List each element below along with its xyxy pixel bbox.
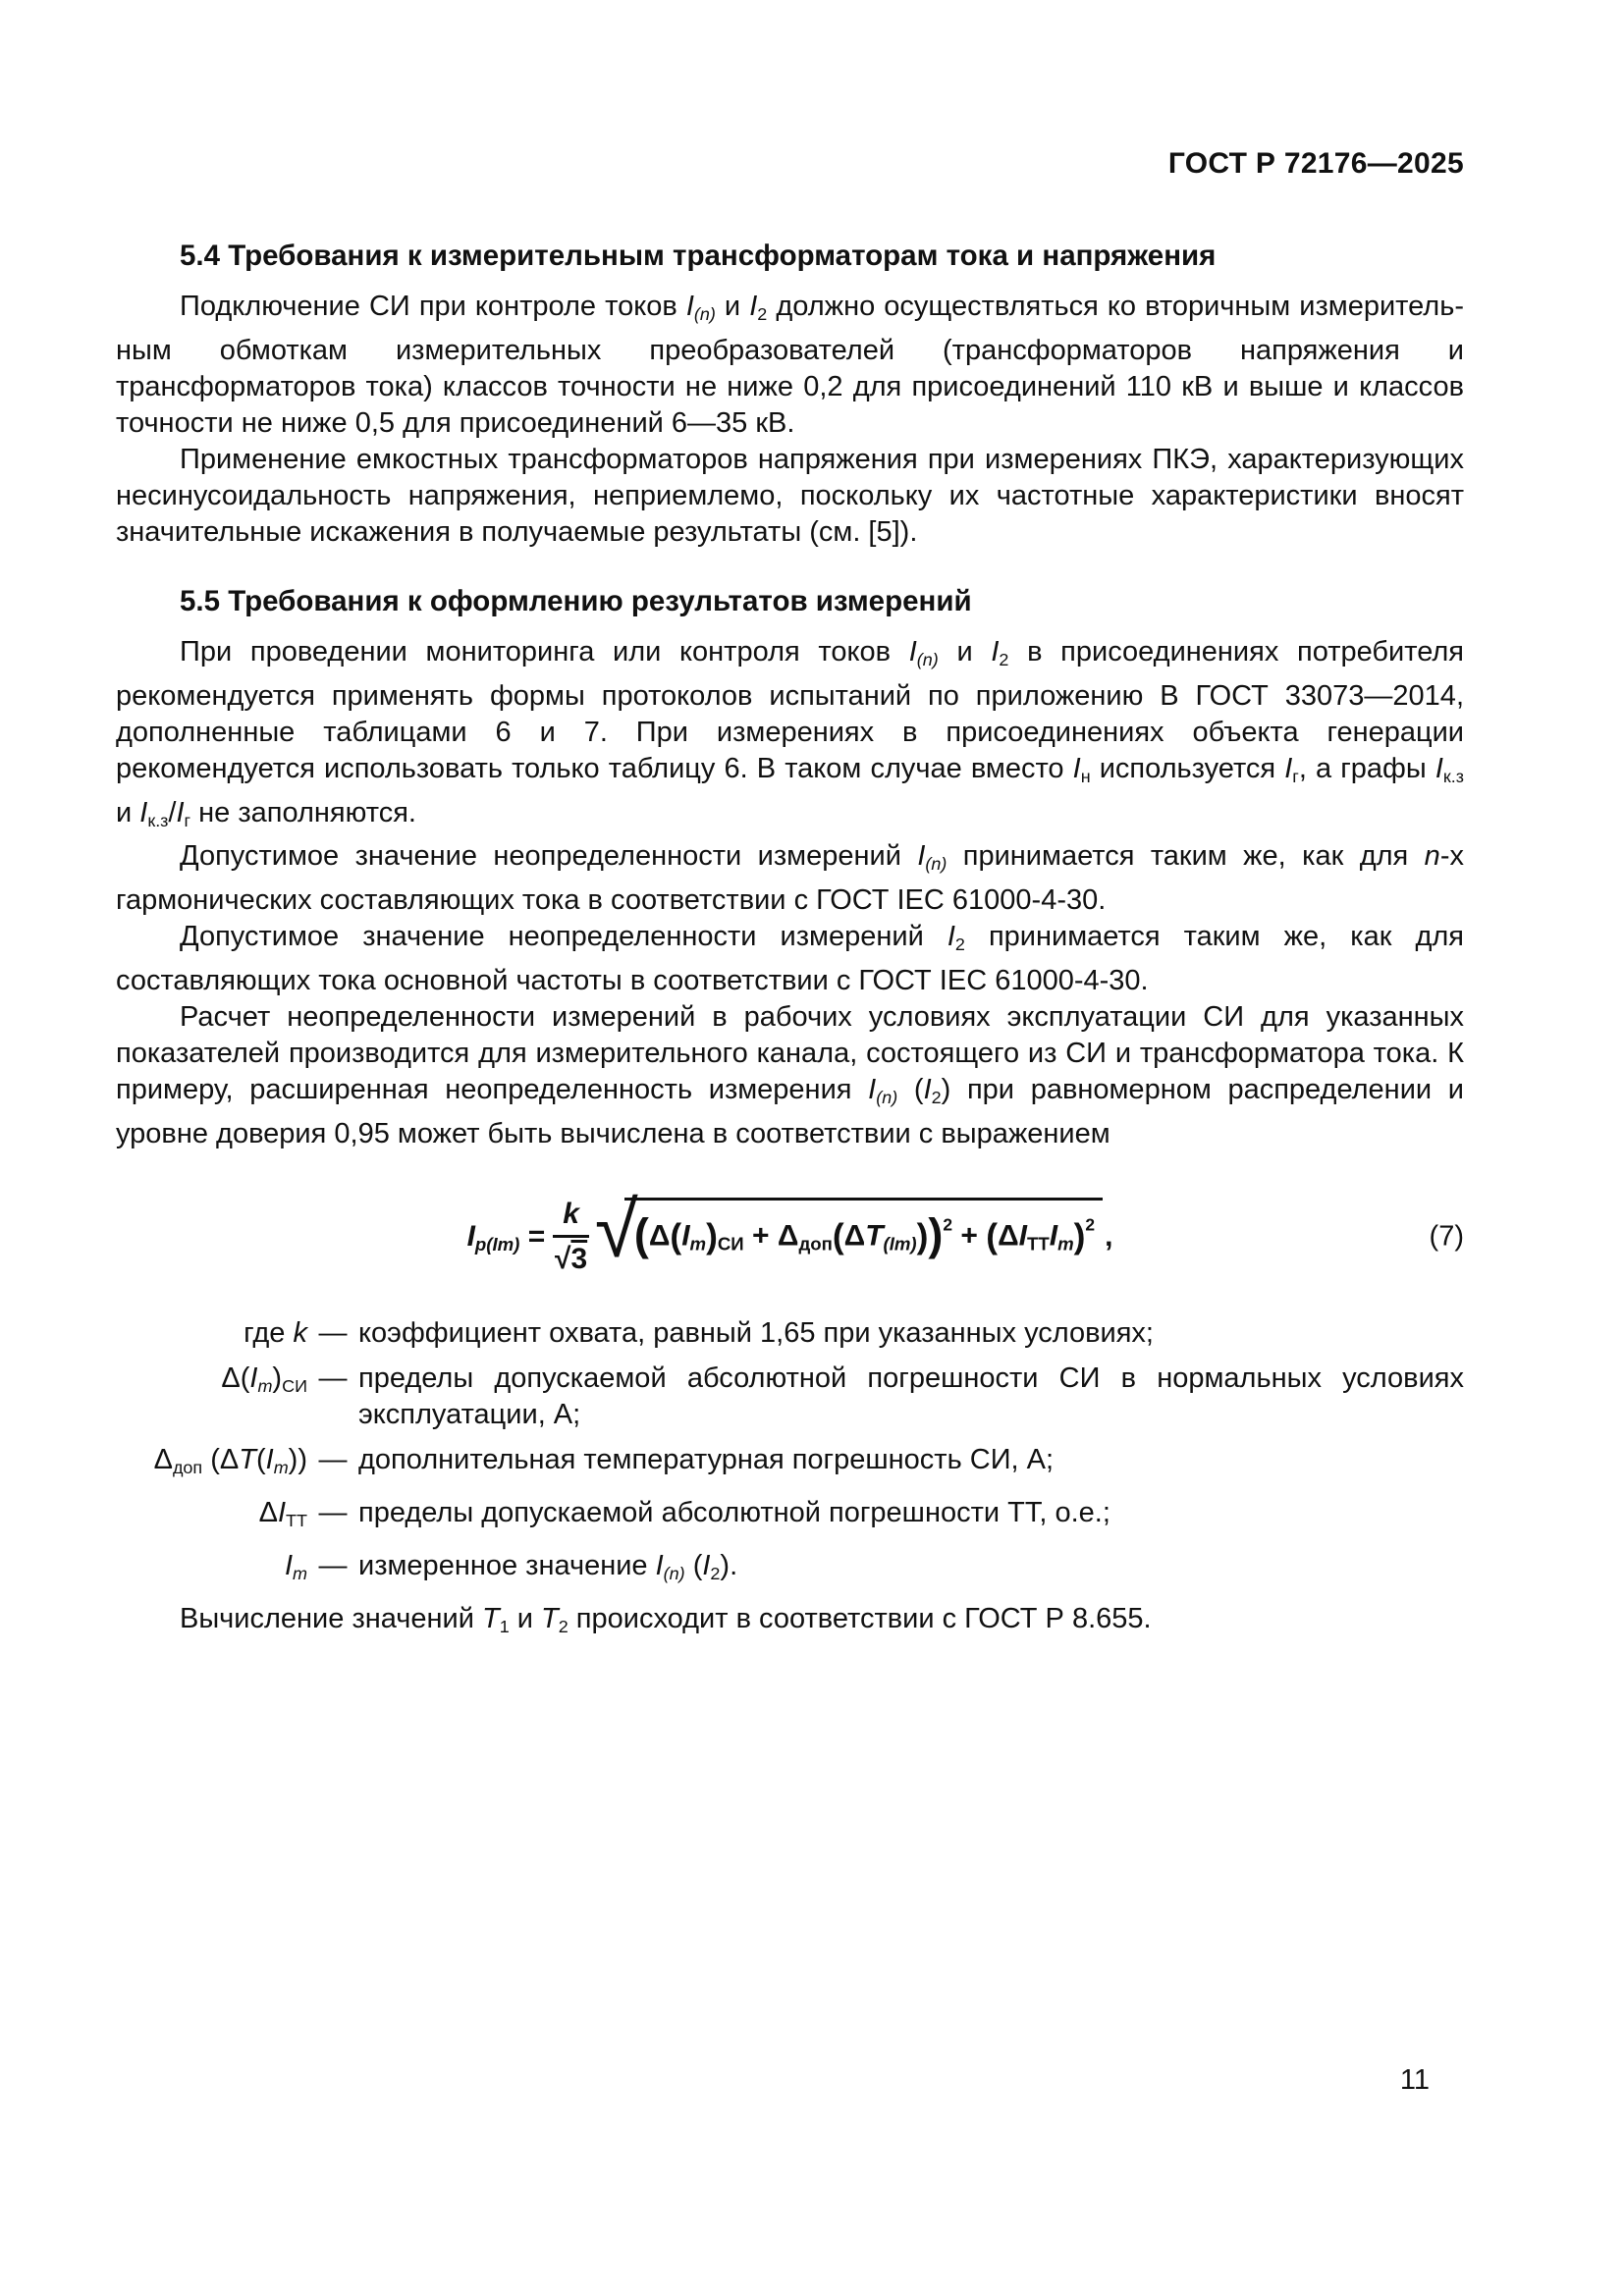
equation-7-row bbox=[116, 1186, 1464, 1288]
definition-desc-delta-i-tt: пределы допускаемой абсолютной погрешности ТТ, о.е.; bbox=[358, 1496, 1110, 1528]
radical-sign: √ bbox=[594, 1185, 638, 1273]
definition-term-im: Im bbox=[284, 1549, 307, 1583]
paragraph-uncertainty-in: Допустимое значение неопределенности измерений I(n) принимается таким же, как для n-х гармонических составляющих тока в соответствии с ГОСТ IEC 61000-4-30. bbox=[116, 840, 1464, 917]
paragraph-t1-t2: Вычисление значений $T_1$ и $T_2$ происходит в соответствии с ГОСТ Р 8.655. bbox=[180, 1603, 1152, 1637]
definition-dash: — bbox=[318, 1362, 348, 1394]
fraction bbox=[553, 1196, 589, 1278]
equation-7 bbox=[466, 1185, 1113, 1278]
radicand: $(\Delta(Im)_{СИ} + \Delta_{доп}(\Delta T(Im)))^2 + (\Delta I_{ТТ}Im)^2$ bbox=[624, 1198, 1103, 1256]
definition-desc-delta-dop: дополнительная температурная погрешность СИ, А; bbox=[358, 1443, 1055, 1475]
equation-lhs: Iр(Im) = bbox=[466, 1219, 546, 1255]
definition-term-delta-dop: $\Delta_{доп}$ (ΔT(Im)) bbox=[153, 1443, 307, 1477]
definition-dash: — bbox=[318, 1316, 348, 1349]
fraction-numerator: k bbox=[553, 1196, 589, 1239]
definition-desc-im: измеренное значение I(n) $(I_2)$. bbox=[358, 1549, 738, 1583]
page-number: 11 bbox=[1399, 2064, 1430, 2096]
document-header: ГОСТ Р 72176—2025 bbox=[1167, 147, 1464, 180]
paragraph-uncertainty-calculation: Расчет неопределенности измерений в рабочих условиях эксплуатации СИ для указанных показателей производится для измерительного канала, состоящего из СИ и трансформатора тока. К примеру, расширенная неопределенность измерения I(n) $(I_2)$ при равномерном распределении и уровне доверия 0,95 может быть вычислена в соответствии с выражением bbox=[116, 1001, 1464, 1149]
square-root bbox=[594, 1185, 1103, 1276]
formula-comma: , bbox=[1105, 1220, 1113, 1254]
paragraph-monitoring-protocols: При проведении мониторинга или контроля токов I(n) и $I_2$ в присоединениях потребителя рекомендуется применять формы протоколов испытаний по приложению В ГОСТ 33073—2014, дополненные таблицами 6 и 7. При измерениях в присоединениях объекта генерации рекомендуется использовать только таблицу 6. В таком случае вместо $I_н$ используется $I_г$, а графы $I_{к.з}$ и $I_{к.з}/I_г$ не заполняются. bbox=[116, 635, 1464, 830]
definition-term-delta-i-tt: $\Delta I_{ТТ}$ bbox=[258, 1496, 307, 1530]
definition-term-k: где k bbox=[244, 1316, 307, 1349]
fraction-denominator: √3 bbox=[555, 1243, 588, 1276]
definition-dash: — bbox=[318, 1496, 348, 1528]
definition-dash: — bbox=[318, 1443, 348, 1475]
paragraph-capacitive-transformers: Применение емкостных трансформаторов напряжения при измерениях ПКЭ, характеризующих несинусоидальность напряжения, неприемлемо, поскольку их частотные характеристики вносят значительные искажения в получаемые результаты (см. [5]). bbox=[116, 443, 1464, 548]
equation-number: (7) bbox=[1429, 1220, 1464, 1253]
page-content bbox=[116, 0, 1464, 1645]
definition-desc-delta-im-si: пределы допускаемой абсолютной погрешности СИ в нормальных условиях эксплуатации, А; bbox=[358, 1362, 1464, 1430]
section-title-5-5: 5.5 Требования к оформлению результатов измерений bbox=[180, 584, 972, 617]
symbol-definitions-list bbox=[116, 1315, 1464, 1592]
definition-term-delta-im-si: $\Delta(Im)_{СИ}$ bbox=[221, 1362, 307, 1396]
paragraph-uncertainty-i2: Допустимое значение неопределенности измерений $I_2$ принимается таким же, как для составляющих тока основной частоты в соответствии с ГОСТ IEC 61000-4-30. bbox=[116, 921, 1464, 997]
paragraph-connection-requirements: Подключение СИ при контроле токов I(n) и $I_2$ должно осуществляться ко вторичным измерительным обмоткам измерительных преобразователей (трансформаторов напряжения и трансформаторов тока) классов точности не ниже 0,2 для присоединений 110 кВ и выше и классов точности не ниже 0,5 для присоединений 6—35 кВ. bbox=[116, 291, 1465, 439]
definition-dash: — bbox=[318, 1549, 348, 1581]
section-title-5-4: 5.4 Требования к измерительным трансформаторам тока и напряжения bbox=[180, 240, 1217, 272]
definition-desc-k: коэффициент охвата, равный 1,65 при указанных условиях; bbox=[358, 1316, 1154, 1349]
